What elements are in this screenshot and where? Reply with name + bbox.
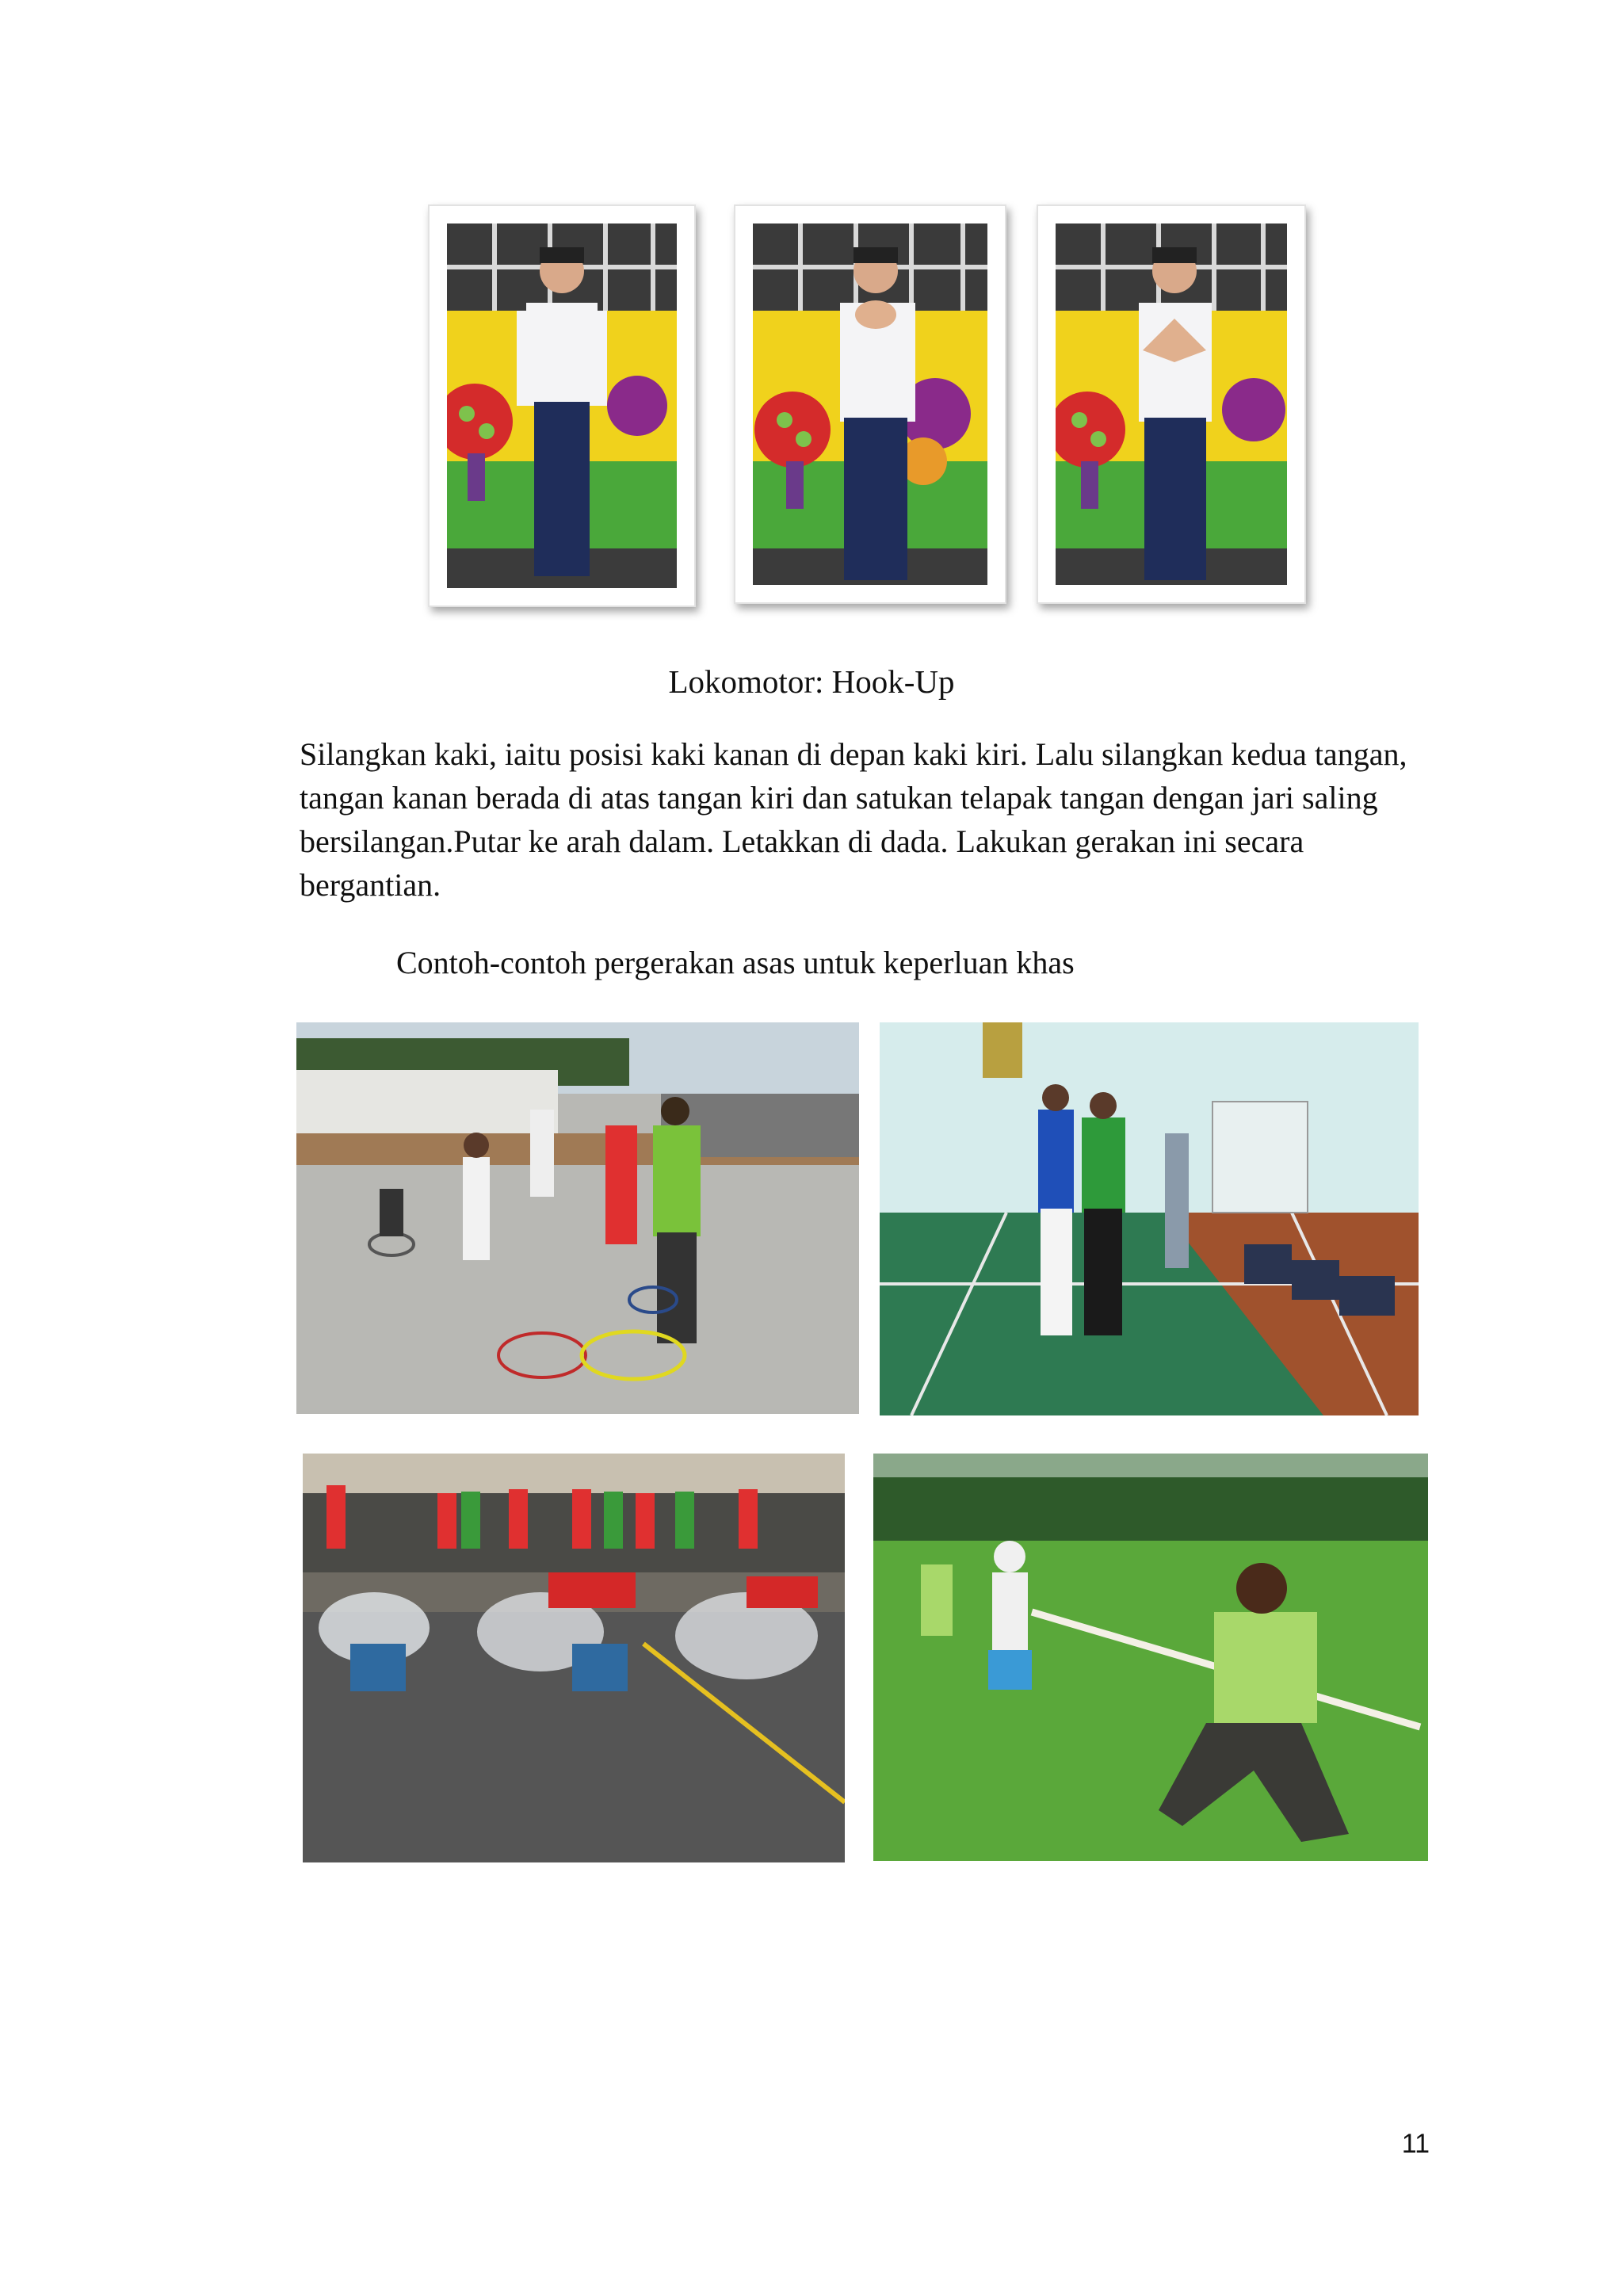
water-bucket-activity-photo [303, 1454, 845, 1862]
hook-up-caption: Lokomotor: Hook-Up [668, 663, 955, 700]
hook-up-step-3-photo [1037, 204, 1306, 604]
hula-hoop-activity-photo [296, 1022, 859, 1414]
hook-up-step-2-photo [734, 204, 1006, 604]
examples-heading: Contoh-contoh pergerakan asas untuk keperluan khas [396, 945, 1075, 980]
page-number: 11 [1401, 2129, 1430, 2159]
instruction-paragraph: Silangkan kaki, iaitu posisi kaki kanan di depan kaki kiri. Lalu silangkan kedua tangan, tangan kanan berada di atas tangan kiri dan satukan telapak tangan dengan jari saling bersilangan.Putar ke arah dalam. Letakkan di dada. Lakukan gerakan ini secara bergantian. [300, 736, 1407, 903]
sports-hall-activity-photo [880, 1022, 1419, 1415]
tug-of-war-activity-photo [873, 1454, 1428, 1861]
hook-up-step-1-photo [428, 204, 696, 607]
